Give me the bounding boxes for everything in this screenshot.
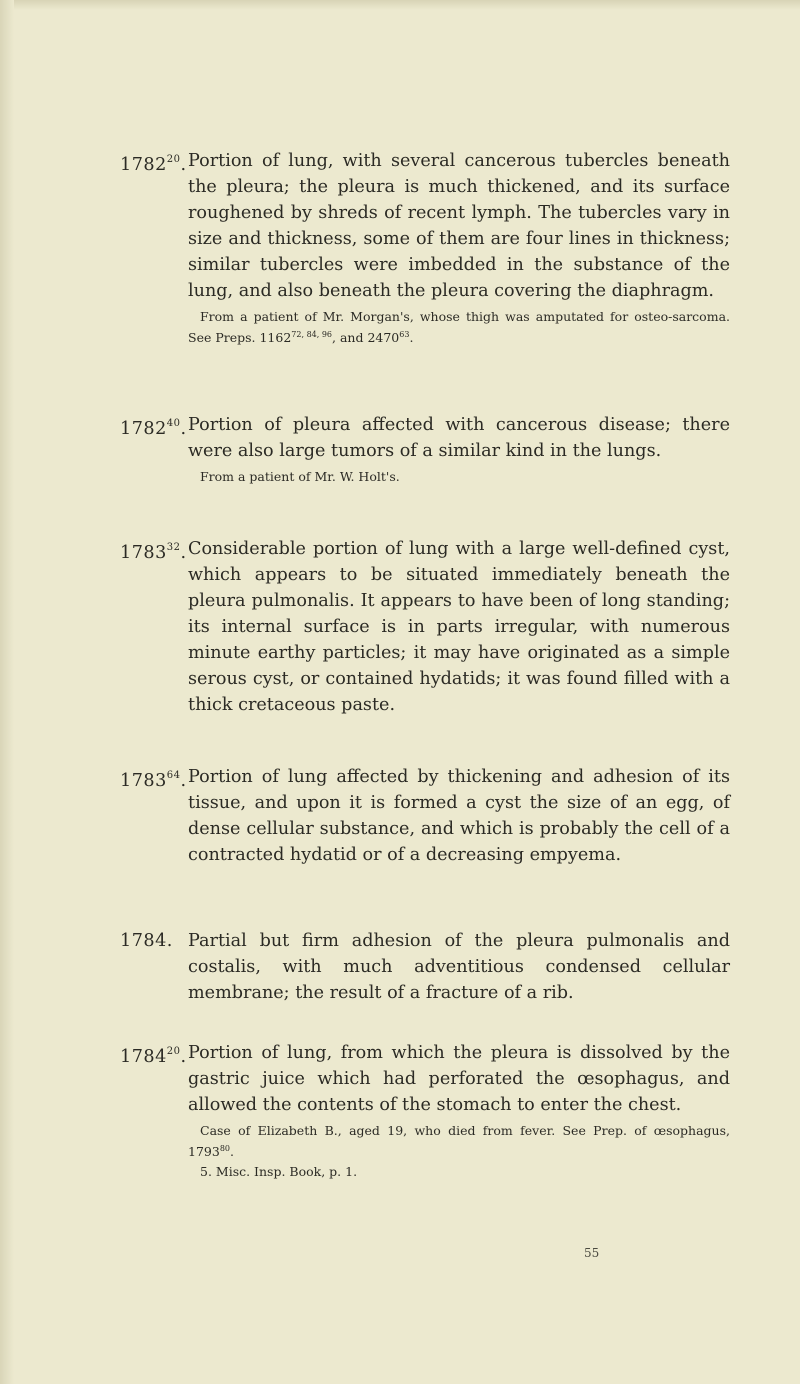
entry-note: From a patient of Mr. W. Holt's.	[200, 469, 400, 484]
catalogue-entry-1783-64	[120, 764, 730, 868]
entry-note: Case of Elizabeth B., aged 19, who died from fever. See Prep. of œsophagus, 1793$^{80}$.	[188, 1123, 730, 1160]
page-number: 55	[584, 1246, 600, 1260]
page-binding-edge	[0, 0, 14, 1384]
catalogue-entry-1782-20	[120, 148, 730, 347]
entry-number: 1782$^{40}$.	[120, 418, 187, 439]
entry-note: From a patient of Mr. Morgan's, whose thigh was amputated for osteo-sarcoma. See Preps. 1162$^{72, 84, 96}$, and 2470$^{63}$.	[188, 309, 730, 346]
page-top-shadow	[0, 0, 800, 10]
catalogue-entry-1783-32	[120, 536, 730, 718]
catalogue-entry-1784-20	[120, 1040, 730, 1181]
entry-reference: 5. Misc. Insp. Book, p. 1.	[200, 1164, 358, 1180]
entry-description: 1783$^{64}$. Portion of lung affected by thickening and adhesion of its tissue, and upon it is formed a cyst the size of an egg, of dense cellular substance, and which is probably the cell of a contracted hydatid or of a decreasing empyema.	[120, 764, 730, 868]
catalogue-entry-1784	[120, 928, 730, 1006]
entry-number: 1783$^{64}$.	[120, 770, 187, 791]
entry-number: 1783$^{32}$.	[120, 542, 187, 563]
entry-description: 1784. Partial but firm adhesion of the pleura pulmonalis and costalis, with much adventitious condensed cellular membrane; the result of a fracture of a rib.	[120, 928, 730, 1006]
catalogue-entry-1782-40	[120, 412, 730, 486]
entry-number: 1782$^{20}$.	[120, 154, 187, 175]
entry-number: 1784.	[120, 931, 173, 951]
entry-description: 1782$^{20}$. Portion of lung, with several cancerous tubercles beneath the pleura; the pleura is much thickened, and its surface roughened by shreds of recent lymph. The tubercles vary in size and thickness, some of them are four lines in thickness; similar tubercles were imbedded in the substance of the lung, and also beneath the pleura covering the diaphragm.	[120, 148, 730, 304]
entry-number: 1784$^{20}$.	[120, 1046, 187, 1067]
entry-description: 1783$^{32}$. Considerable portion of lung with a large well-defined cyst, which appears to be situated immediately beneath the pleura pulmonalis. It appears to have been of long standing; its internal surface is in parts irregular, with numerous minute earthy particles; it may have originated as a simple serous cyst, or contained hydatids; it was found filled with a thick cretaceous paste.	[120, 536, 730, 718]
entry-description: 1784$^{20}$. Portion of lung, from which the pleura is dissolved by the gastric juice which had perforated the œsophagus, and allowed the contents of the stomach to enter the chest.	[120, 1040, 730, 1118]
entry-description: 1782$^{40}$. Portion of pleura affected with cancerous disease; there were also large tumors of a similar kind in the lungs.	[120, 412, 730, 464]
